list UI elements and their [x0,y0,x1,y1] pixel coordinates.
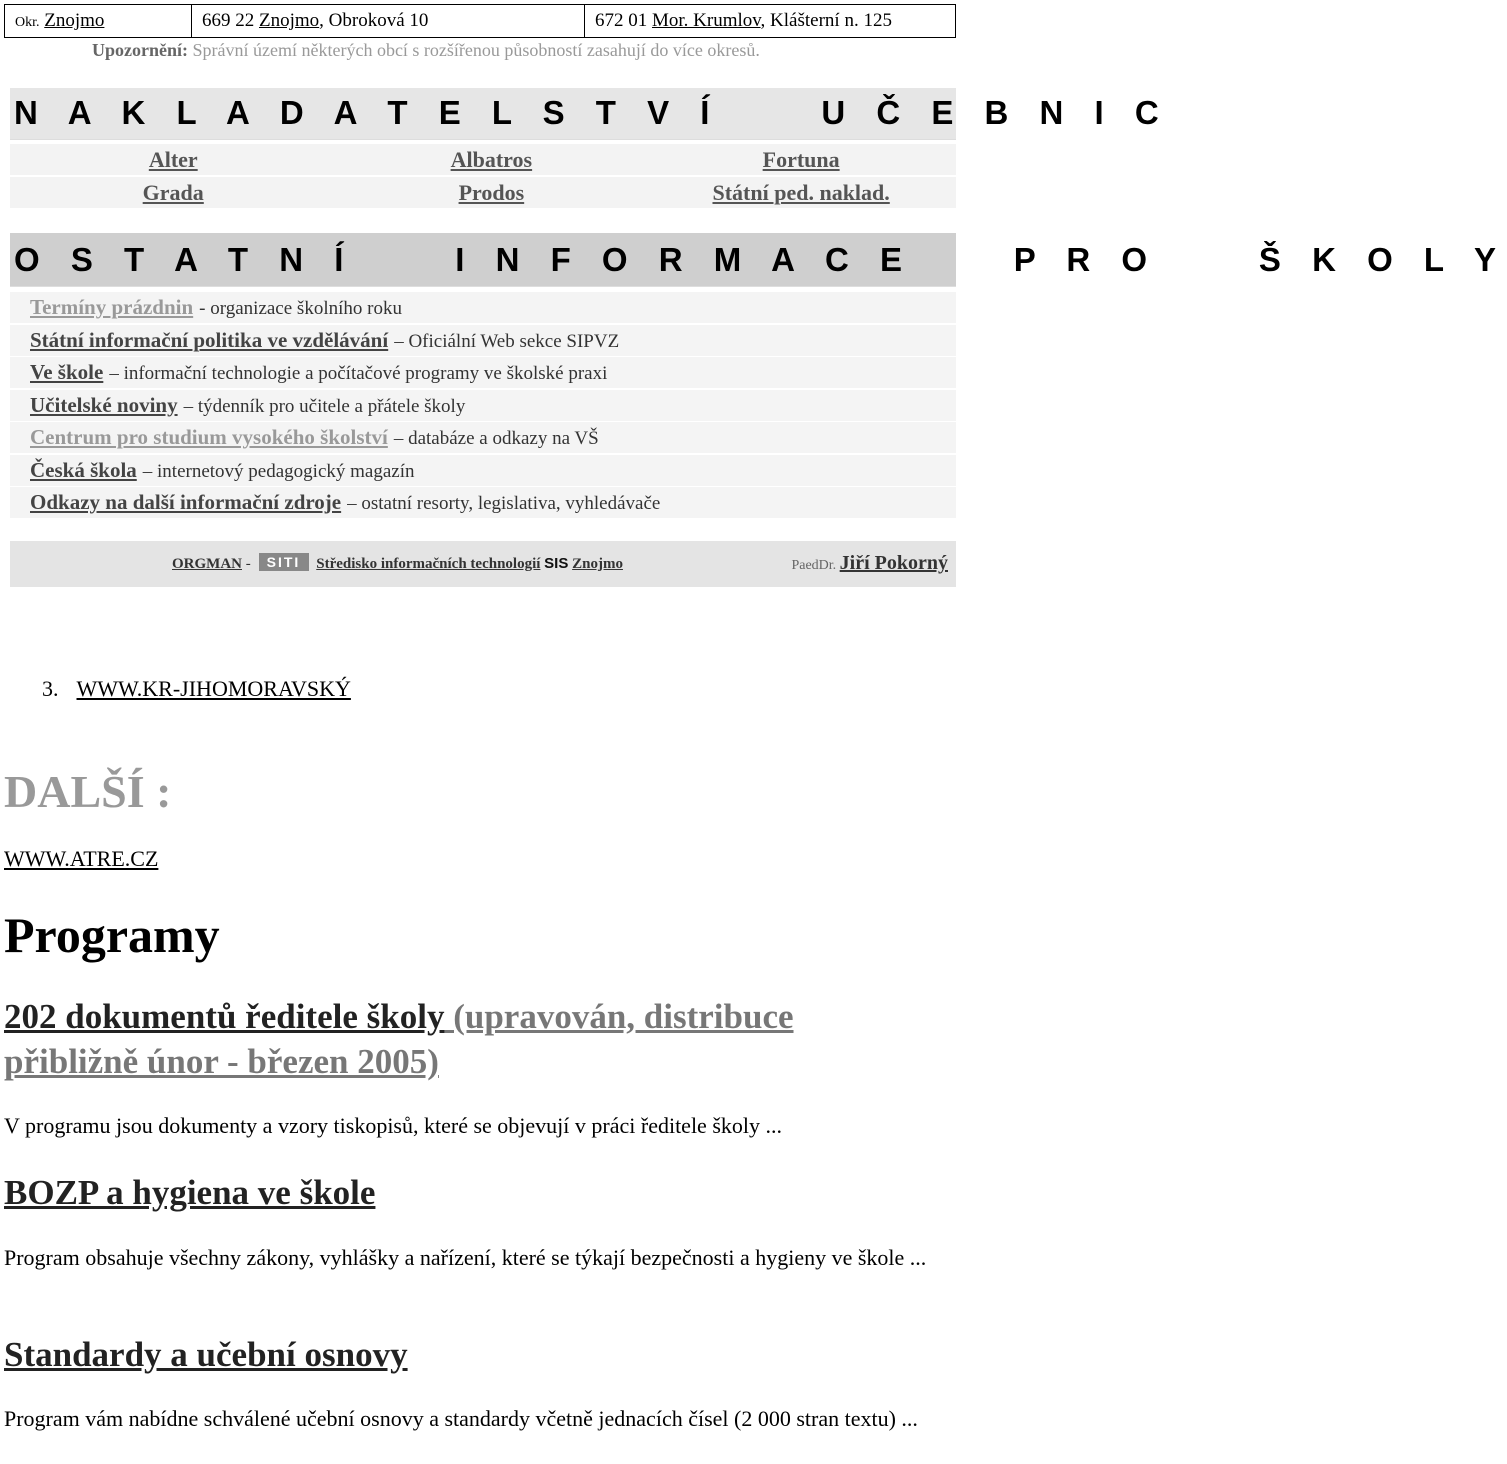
program-link-reditel-note[interactable]: (upravován, distribuce [444,997,794,1036]
list-item [10,455,956,486]
publishers-row [10,177,956,208]
address-table [4,4,956,38]
info-desc: – databáze a odkazy na VŠ [393,428,599,449]
program-desc-reditel: V programu jsou dokumenty a vzory tiskopisů, které se objevují v práci ředitele školy ... [4,1113,782,1138]
postcode-krumlov: 672 01 [595,10,648,31]
publisher-link-fortuna[interactable]: Fortuna [762,147,840,172]
list-item [10,325,956,356]
info-link-ve-skole[interactable]: Ve škole [30,360,104,384]
publishers-row [10,144,956,175]
footer-bar [10,541,956,587]
info-heading: O S T A T N Í I N F O R M A C E P R O Š K O L Y [10,233,956,287]
info-desc: – Oficiální Web sekce SIPVZ [394,330,620,352]
info-list [10,292,956,520]
footer-org [172,555,623,573]
info-link-ceska-skola[interactable]: Česká škola [30,457,137,482]
kr-jihomoravsky-link[interactable]: WWW.KR-JIHOMORAVSKÝ [76,676,351,701]
author-title: PaedDr. [791,558,837,573]
notice-text: Správní území některých obcí s rozšířenou působností zasahují do více okresů. [188,40,760,60]
program-desc-bozp: Program obsahuje všechny zákony, vyhlášky a nařízení, které se týkají bezpečnosti a hygieny ve škole ... [4,1245,927,1270]
publishers-grid [10,144,956,210]
center-link[interactable]: Středisko informačních technologií [316,556,541,572]
publisher-link-albatros[interactable]: Albatros [450,147,533,172]
district-cell [5,5,192,38]
district-link[interactable]: Znojmo [44,10,105,31]
numbered-item [42,676,351,702]
info-desc: – internetový pedagogický magazín [142,460,415,482]
info-link-holidays[interactable]: Termíny prázdnin [30,295,194,319]
info-desc: – informační technologie a počítačové programy ve školské praxi [109,363,608,384]
publisher-link-prodos[interactable]: Prodos [458,180,525,205]
publishers-heading: N A K L A D A T E L S T V Í U Č E B N I C [10,88,956,140]
town-link-znojmo[interactable]: Znojmo [259,10,320,31]
publisher-link-spn[interactable]: Státní ped. naklad. [712,180,890,205]
program-link-standardy[interactable]: Standardy a učební osnovy [4,1335,408,1374]
siti-logo-icon: SITI [259,553,309,571]
orgman-link[interactable]: ORGMAN [172,556,242,572]
list-item [10,292,956,323]
program-link-reditel-note-line2[interactable]: přibližně únor - březen 2005) [4,1042,439,1081]
info-desc: - organizace školního roku [199,298,402,319]
programs-heading: Programy [4,907,220,963]
list-item [10,487,956,518]
postcode-znojmo: 669 22 [202,10,255,31]
publisher-link-grada[interactable]: Grada [142,180,204,205]
street-krumlov: , Klášterní n. 125 [760,10,892,31]
publisher-link-alter[interactable]: Alter [148,147,198,172]
info-desc: – ostatní resorty, legislativa, vyhledávače [347,493,661,514]
info-link-csvs[interactable]: Centrum pro studium vysokého školství [30,425,388,449]
town-link-footer[interactable]: Znojmo [572,556,623,572]
atre-link[interactable]: WWW.ATRE.CZ [4,846,159,871]
list-item [10,357,956,388]
info-link-ucitelske-noviny[interactable]: Učitelské noviny [30,392,178,417]
sis-logo-icon: SIS [544,555,569,572]
info-desc: – týdenník pro učitele a přátele školy [183,395,466,417]
notice-label: Upozornění: [92,40,188,60]
program-desc-standardy: Program vám nabídne schválené učební osnovy a standardy včetně jednacích čísel (2 000 stran textu) ... [4,1406,918,1431]
list-item [10,422,956,453]
street-znojmo: , Obroková 10 [319,10,429,31]
address-znojmo-cell [192,5,585,38]
footer-dash: - [242,556,255,572]
list-item [10,390,956,421]
info-link-sipvz[interactable]: Státní informační politika ve vzdělávání [30,327,389,352]
dalsi-heading: DALŠÍ : [4,766,172,817]
info-link-dalsi-zdroje[interactable]: Odkazy na další informační zdroje [30,490,342,514]
footer-author [791,552,948,575]
address-krumlov-cell [585,5,956,38]
town-link-krumlov[interactable]: Mor. Krumlov [652,10,761,31]
author-link[interactable]: Jiří Pokorný [839,552,948,574]
district-label: Okr. [15,15,40,30]
program-title-reditel [4,994,794,1084]
program-link-reditel[interactable]: 202 dokumentů ředitele školy [4,997,445,1036]
program-link-bozp[interactable]: BOZP a hygiena ve škole [4,1173,376,1212]
notice [92,40,760,61]
list-number: 3. [42,676,59,701]
